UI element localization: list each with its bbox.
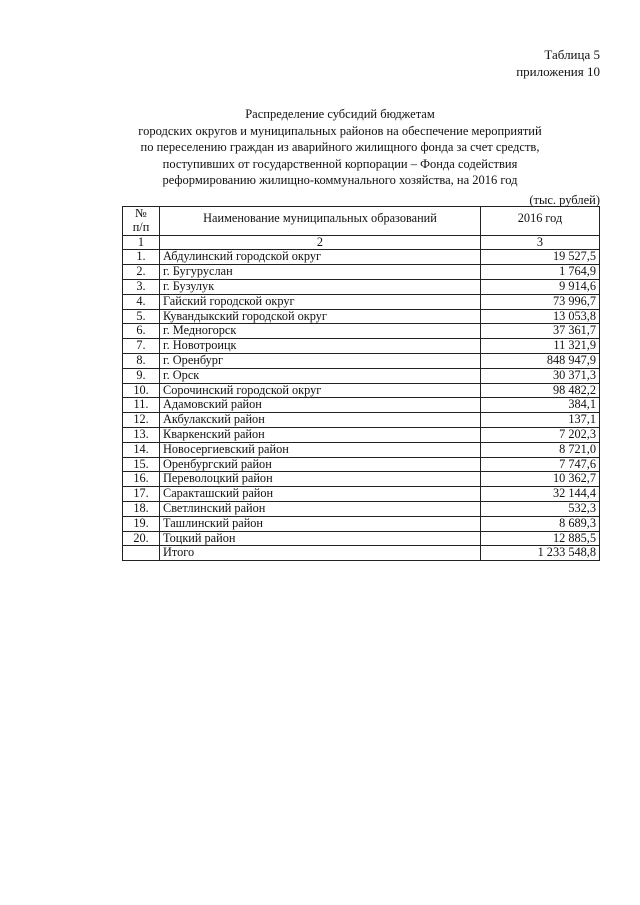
row-name: г. Оренбург <box>160 353 481 368</box>
row-number: 18. <box>123 501 160 516</box>
row-number: 15. <box>123 457 160 472</box>
row-value: 98 482,2 <box>481 383 600 398</box>
title-line: Распределение субсидий бюджетам <box>245 107 435 121</box>
subsidy-table <box>122 206 600 561</box>
table-row <box>123 472 600 487</box>
table-row <box>123 324 600 339</box>
row-name: г. Медногорск <box>160 324 481 339</box>
row-number: 2. <box>123 265 160 280</box>
table-row <box>123 368 600 383</box>
row-name: Кваркенский район <box>160 427 481 442</box>
row-number: 5. <box>123 309 160 324</box>
row-value: 137,1 <box>481 413 600 428</box>
row-value: 532,3 <box>481 501 600 516</box>
header-number <box>123 207 160 236</box>
header-right <box>516 46 600 80</box>
column-number: 2 <box>160 235 481 250</box>
column-number: 3 <box>481 235 600 250</box>
row-value: 11 321,9 <box>481 339 600 354</box>
row-name: Гайский городской округ <box>160 294 481 309</box>
table-row <box>123 516 600 531</box>
appendix-label: приложения 10 <box>516 64 600 79</box>
row-number: 7. <box>123 339 160 354</box>
row-number: 12. <box>123 413 160 428</box>
row-number: 14. <box>123 442 160 457</box>
row-name: Сорочинский городской округ <box>160 383 481 398</box>
row-name: Абдулинский городской округ <box>160 250 481 265</box>
table-row <box>123 442 600 457</box>
row-number: 20. <box>123 531 160 546</box>
row-value: 8 689,3 <box>481 516 600 531</box>
row-value: 9 914,6 <box>481 279 600 294</box>
row-name: г. Бугуруслан <box>160 265 481 280</box>
row-value: 1 764,9 <box>481 265 600 280</box>
column-number: 1 <box>123 235 160 250</box>
row-name: Акбулакский район <box>160 413 481 428</box>
row-value: 8 721,0 <box>481 442 600 457</box>
row-number: 19. <box>123 516 160 531</box>
table-row <box>123 279 600 294</box>
row-value: 12 885,5 <box>481 531 600 546</box>
row-number: 17. <box>123 487 160 502</box>
row-number: 13. <box>123 427 160 442</box>
row-number: 1. <box>123 250 160 265</box>
table-number: Таблица 5 <box>544 47 600 62</box>
row-name: Адамовский район <box>160 398 481 413</box>
header-name: Наименование муниципальных образований <box>160 207 481 236</box>
row-name: Кувандыкский городской округ <box>160 309 481 324</box>
title-line: по переселению граждан из аварийного жилищного фонда за счет средств, <box>140 140 540 154</box>
row-number: 10. <box>123 383 160 398</box>
table-row <box>123 353 600 368</box>
table-row <box>123 265 600 280</box>
table-row <box>123 501 600 516</box>
row-value: 10 362,7 <box>481 472 600 487</box>
row-number: 4. <box>123 294 160 309</box>
table-row <box>123 339 600 354</box>
units-label: (тыс. рублей) <box>529 193 600 207</box>
header-year: 2016 год <box>481 207 600 236</box>
row-number: 9. <box>123 368 160 383</box>
table-row <box>123 427 600 442</box>
total-value: 1 233 548,8 <box>481 546 600 561</box>
title-line: городских округов и муниципальных районов на обеспечение мероприятий <box>138 123 542 138</box>
total-label: Итого <box>160 546 481 561</box>
row-value: 32 144,4 <box>481 487 600 502</box>
document-title <box>100 106 580 189</box>
header-number-line2: п/п <box>132 219 150 234</box>
table-row <box>123 294 600 309</box>
row-name: Переволоцкий район <box>160 472 481 487</box>
table-row <box>123 383 600 398</box>
row-number: 8. <box>123 353 160 368</box>
table-row <box>123 413 600 428</box>
row-name: Саракташский район <box>160 487 481 502</box>
table-row <box>123 531 600 546</box>
table-row <box>123 398 600 413</box>
total-number-cell <box>123 546 160 561</box>
row-number: 11. <box>123 398 160 413</box>
header-number-line1: № <box>135 206 147 220</box>
row-name: г. Бузулук <box>160 279 481 294</box>
row-name: г. Орск <box>160 368 481 383</box>
row-value: 73 996,7 <box>481 294 600 309</box>
total-row <box>123 546 600 561</box>
row-name: Новосергиевский район <box>160 442 481 457</box>
table-row <box>123 487 600 502</box>
table-header-row <box>123 207 600 236</box>
table-row <box>123 309 600 324</box>
row-number: 16. <box>123 472 160 487</box>
row-number: 6. <box>123 324 160 339</box>
row-name: Тоцкий район <box>160 531 481 546</box>
title-line: поступивших от государственной корпорации – Фонда содействия <box>162 156 518 171</box>
row-value: 30 371,3 <box>481 368 600 383</box>
title-line: реформированию жилищно-коммунального хозяйства, на 2016 год <box>162 173 518 187</box>
table-row <box>123 457 600 472</box>
row-value: 7 202,3 <box>481 427 600 442</box>
column-number-row <box>123 235 600 250</box>
row-value: 384,1 <box>481 398 600 413</box>
row-value: 7 747,6 <box>481 457 600 472</box>
row-value: 848 947,9 <box>481 353 600 368</box>
row-name: Оренбургский район <box>160 457 481 472</box>
row-name: Светлинский район <box>160 501 481 516</box>
row-value: 37 361,7 <box>481 324 600 339</box>
row-number: 3. <box>123 279 160 294</box>
row-name: Ташлинский район <box>160 516 481 531</box>
table-row <box>123 250 600 265</box>
row-value: 13 053,8 <box>481 309 600 324</box>
row-name: г. Новотроицк <box>160 339 481 354</box>
row-value: 19 527,5 <box>481 250 600 265</box>
